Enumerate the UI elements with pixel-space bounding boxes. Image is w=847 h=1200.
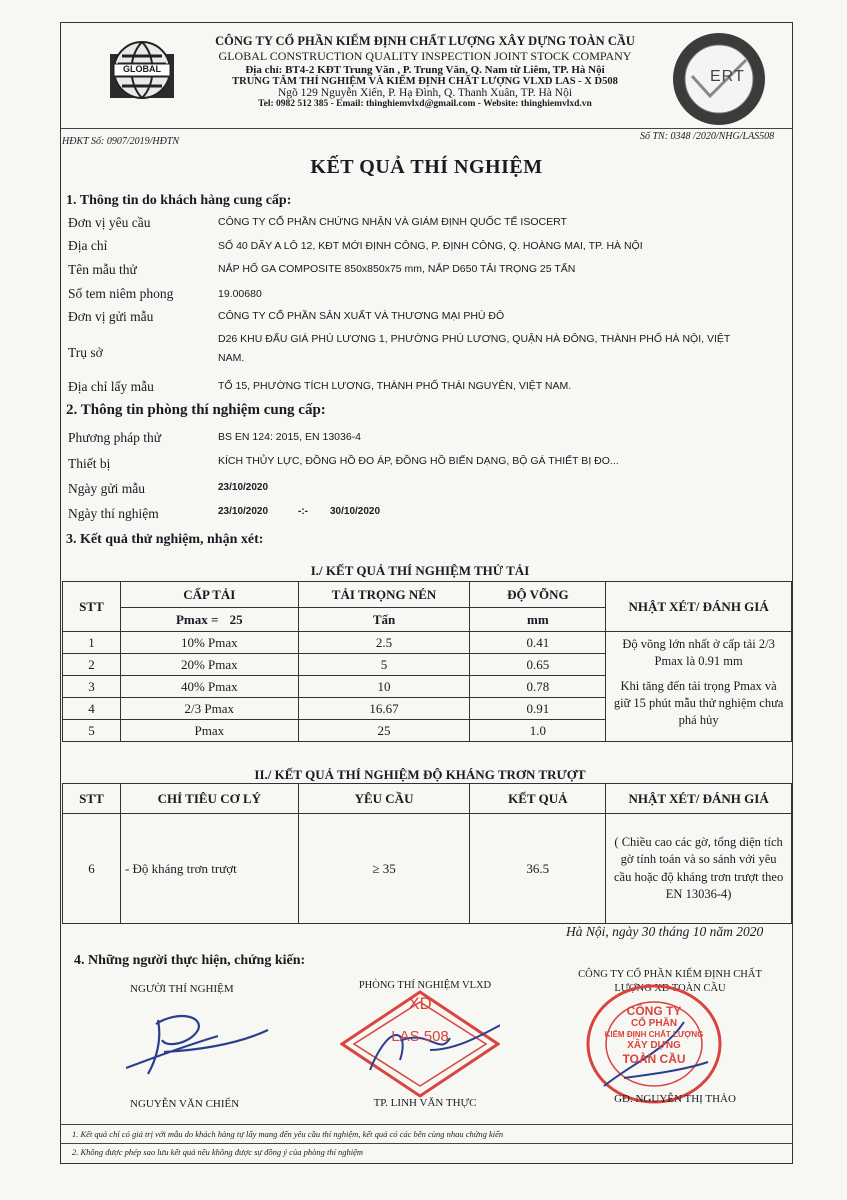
result-cell: 36.5 [470,814,606,924]
seal-line: KIỂM ĐỊNH CHẤT LƯỢNG [604,1030,704,1040]
contract-number: HĐKT Số: 0907/2019/HĐTN [62,136,180,147]
label-sampling-address: Địa chỉ lấy mẫu [68,379,154,394]
stt-cell: 4 [63,698,121,720]
value-sender: CÔNG TY CỔ PHẦN SẢN XUẤT VÀ THƯƠNG MẠI PHÚ ĐÔ [218,310,505,322]
table-1-caption: I./ KẾT QUẢ THÍ NGHIỆM THỬ TẢI [310,563,530,578]
company-title-line-1: CÔNG TY CỔ PHẦN KIỂM ĐỊNH CHẤT [578,969,762,980]
pmax-value: 25 [229,611,243,627]
section-3-heading: 3. Kết quả thử nghiệm, nhận xét: [66,532,264,547]
col-load-header: TẢI TRỌNG NÉN [298,582,470,608]
value-head-office-cont: NAM. [218,352,245,364]
place-date: Hà Nội, ngày 30 tháng 10 năm 2020 [566,924,764,939]
lab-name: TRUNG TÂM THÍ NGHIỆM VÀ KIỂM ĐỊNH CHẤT LƯỢNG VLXD LAS - X D508 [232,76,618,87]
stt-cell: 5 [63,720,121,742]
label-seal-number: Số tem niêm phong [68,286,174,301]
stamp-xd: XD [408,994,432,1013]
stt-cell: 3 [63,676,121,698]
company-address: Địa chỉ: BT4-2 KĐT Trung Văn , P. Trung Văn, Q. Nam từ Liêm, TP. Hà Nội [245,64,605,76]
col-remark-header: NHẬT XÉT/ ĐÁNH GIÁ [606,784,792,814]
tester-name: NGUYỄN VĂN CHIẾN [130,1098,240,1110]
value-equipment: KÍCH THỦY LỰC, ĐỒNG HỒ ĐO ÁP, ĐỒNG HỒ BIẾN DẠNG, BỘ GÁ THIẾT BỊ ĐO... [218,455,619,467]
footnote-divider [60,1124,793,1125]
header-divider [60,128,793,129]
deflection-cell: 0.78 [470,676,606,698]
value-test-date-start: 23/10/2020 [218,506,269,517]
director-name: GĐ. NGUYỄN THỊ THẢO [614,1093,736,1105]
slip-resistance-table [62,783,792,924]
company-name-vn: CÔNG TY CỔ PHẦN KIỂM ĐỊNH CHẤT LƯỢNG XÂY DỰNG TOÀN CẦU [215,34,635,48]
section-4-heading: 4. Những người thực hiện, chứng kiến: [74,953,306,968]
stamp-las: LAS 508 [391,1028,449,1045]
value-address: SỐ 40 DÃY A LÔ 12, KĐT MỚI ĐỊNH CÔNG, P. ĐỊNH CÔNG, Q. HOÀNG MAI, TP. HÀ NỘI [218,240,643,252]
global-logo [108,36,176,104]
unit-load: Tấn [298,608,470,632]
value-sample-name: NẮP HỐ GA COMPOSITE 850x850x75 mm, NẮP D650 TẢI TRỌNG 25 TẤN [218,263,576,275]
level-cell: 2/3 Pmax [120,698,298,720]
remark-1: Độ võng lớn nhất ở cấp tải 2/3 Pmax là 0.91 mm [622,637,775,668]
col-criterion-header: CHỈ TIÊU CƠ LÝ [120,784,298,814]
vert-logo [670,30,768,128]
section-1-heading: 1. Thông tin do khách hàng cung cấp: [66,193,292,208]
company-title-line-2: LƯỢNG XD TOÀN CẦU [614,983,726,994]
col-stt-header: STT [63,582,121,632]
value-test-date-sep: -:- [298,506,308,517]
tester-title: NGƯỜI THÍ NGHIỆM [130,983,234,995]
deflection-cell: 0.41 [470,632,606,654]
col-load-level-header: CẤP TẢI [120,582,298,608]
value-received-date: 23/10/2020 [218,482,269,493]
load-cell: 2.5 [298,632,470,654]
value-test-method: BS EN 124: 2015, EN 13036-4 [218,431,362,443]
seal-text [604,1004,704,1066]
label-head-office: Trụ sở [68,345,103,360]
table-row [63,632,792,654]
label-requester: Đơn vị yêu cầu [68,215,151,230]
col-deflection-header: ĐỘ VÕNG [470,582,606,608]
test-number: Số TN: 0348 /2020/NHG/LAS508 [640,131,775,142]
lab-address: Ngõ 129 Nguyễn Xiển, P. Hạ Đình, Q. Thanh Xuân, TP. Hà Nội [277,87,573,99]
document-title: KẾT QUẢ THÍ NGHIỆM [310,156,543,178]
load-cell: 10 [298,676,470,698]
level-cell: Pmax [120,720,298,742]
lab-title: PHÒNG THÍ NGHIỆM VLXD [358,980,492,991]
level-cell: 40% Pmax [120,676,298,698]
load-test-table [62,581,792,742]
deflection-cell: 1.0 [470,720,606,742]
label-test-method: Phương pháp thử [68,430,162,445]
seal-line: TOÀN CẦU [622,1051,686,1066]
col-stt-header: STT [63,784,121,814]
footnote-2: 2. Không được phép sao lưu kết quả nếu không được sự đồng ý của phòng thí nghiệm [72,1147,364,1157]
table-2-caption: II./ KẾT QUẢ THÍ NGHIỆM ĐỘ KHÁNG TRƠN TRƯỢT [254,767,586,782]
label-address: Địa chỉ [68,238,108,253]
value-test-date-end: 30/10/2020 [330,506,381,517]
tester-signature [118,1000,278,1080]
stt-cell: 6 [63,814,121,924]
contact-line: Tel: 0982 512 385 - Email: thinghiemvlxd@gmail.com - Website: thinghiemvlxd.vn [258,99,592,109]
label-sender: Đơn vị gửi mẫu [68,309,154,324]
seal-line: XÂY DỰNG [627,1039,681,1051]
load-cell: 5 [298,654,470,676]
seal-line: CÔNG TY [626,1004,682,1018]
requirement-cell: ≥ 35 [298,814,470,924]
company-name-en: GLOBAL CONSTRUCTION QUALITY INSPECTION JOINT STOCK COMPANY [218,49,632,63]
footnote-1: 1. Kết quả chỉ có giá trị với mẫu do khách hàng tự lấy mang đến yêu cầu thí nghiệm, kết quả có các bên cùng nhau chứng kiến [72,1129,504,1139]
remark-cell: ( Chiều cao các gờ, tổng diện tích gờ tính toán và so sánh với yêu cầu hoặc độ kháng trơn trượt theo EN 13036-4) [606,814,792,924]
col-remark-header: NHẬT XÉT/ ĐÁNH GIÁ [606,582,792,632]
value-head-office: D26 KHU ĐẤU GIÁ PHÚ LƯƠNG 1, PHƯỜNG PHÚ LƯƠNG, QUẬN HÀ ĐÔNG, THÀNH PHỐ HÀ NỘI, VIỆT [218,333,731,345]
seal-line: CỔ PHẦN [630,1018,678,1030]
value-requester: CÔNG TY CỔ PHẦN CHỨNG NHẬN VÀ GIÁM ĐỊNH QUỐC TẾ ISOCERT [218,216,567,228]
load-cell: 25 [298,720,470,742]
pmax-label: Pmax = [175,611,219,627]
logo-text: GLOBAL [123,64,161,74]
value-seal-number: 19.00680 [218,288,262,300]
table-row [63,814,792,924]
col-requirement-header: YÊU CẦU [298,784,470,814]
section-2-heading: 2. Thông tin phòng thí nghiệm cung cấp: [66,402,326,418]
remark-2: Khi tăng đến tải trọng Pmax và giữ 15 phút mẫu thử nghiệm chưa phá hủy [613,678,784,727]
label-sample-name: Tên mẫu thử [68,262,137,277]
lab-head-name: TP. LINH VĂN THỰC [373,1097,477,1109]
label-equipment: Thiết bị [68,456,111,471]
label-test-date: Ngày thí nghiệm [68,506,159,521]
stt-cell: 1 [63,632,121,654]
pmax-cell [120,608,298,632]
col-result-header: KẾT QUẢ [470,784,606,814]
deflection-cell: 0.91 [470,698,606,720]
vert-text: ERT [710,68,745,85]
value-sampling-address: TỔ 15, PHƯỜNG TÍCH LƯƠNG, THÀNH PHỐ THÁI NGUYÊN, VIỆT NAM. [218,380,572,392]
footnote-divider-2 [60,1143,793,1144]
remark-cell [606,632,792,742]
level-cell: 20% Pmax [120,654,298,676]
label-received-date: Ngày gửi mẫu [68,481,146,496]
deflection-cell: 0.65 [470,654,606,676]
unit-deflection: mm [470,608,606,632]
load-cell: 16.67 [298,698,470,720]
level-cell: 10% Pmax [120,632,298,654]
criterion-cell: - Độ kháng trơn trượt [120,814,298,924]
stt-cell: 2 [63,654,121,676]
